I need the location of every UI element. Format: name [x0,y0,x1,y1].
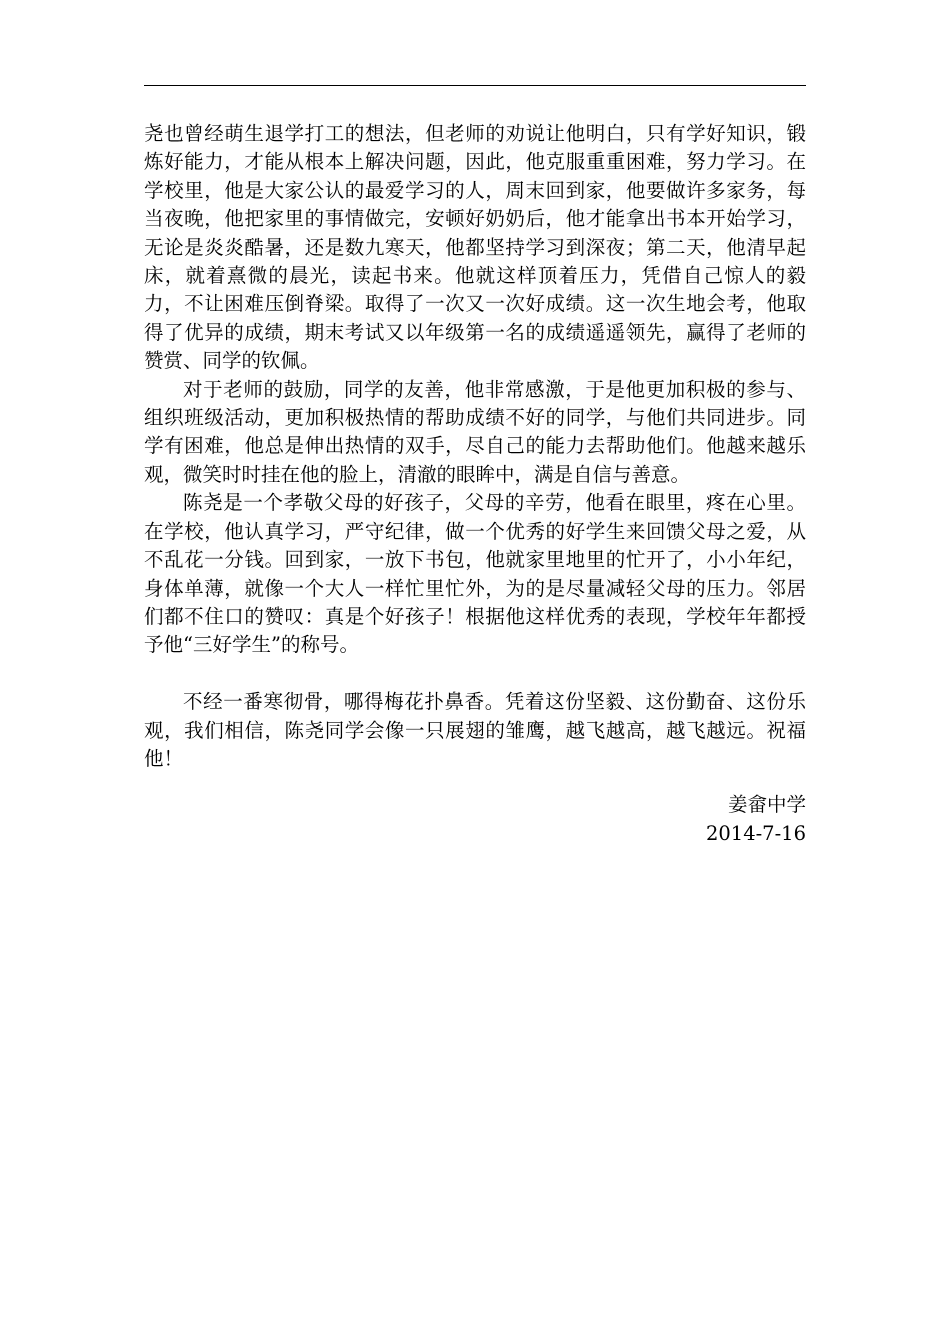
paragraph-filial: 陈尧是一个孝敬父母的好孩子，父母的辛劳，他看在眼里，疼在心里。在学校，他认真学习，严守纪律，做一个优秀的好学生来回馈父母之爱，从不乱花一分钱。回到家，一放下书包，他就家里地里的忙开了，小小年纪，身体单薄，就像一个大人一样忙里忙外，为的是尽量减轻父母的压力。邻居们都不住口的赞叹：真是个好孩子！根据他这样优秀的表现，学校年年都授予他“三好学生”的称号。 [144,491,806,657]
signature-school: 姜畲中学 [727,793,806,817]
paragraph-spacer [144,660,806,688]
paragraph-gratitude: 对于老师的鼓励，同学的友善，他非常感激，于是他更加积极的参与、组织班级活动，更加积极热情的帮助成绩不好的同学，与他们共同进步。同学有困难，他总是伸出热情的双手，尽自己的能力去帮助他们。他越来越乐观，微笑时时挂在他的脸上，清澈的眼眸中，满是自信与善意。 [144,377,806,486]
signature-spacer [144,773,806,791]
paragraph-closing: 不经一番寒彻骨，哪得梅花扑鼻香。凭着这份坚毅、这份勤奋、这份乐观，我们相信，陈尧同学会像一只展翅的雏鹰，越飞越高，越飞越远。祝福他！ [144,690,806,770]
document-body [144,120,806,848]
paragraph-continued: 尧也曾经萌生退学打工的想法，但老师的劝说让他明白，只有学好知识，锻炼好能力，才能从根本上解决问题，因此，他克服重重困难，努力学习。在学校里，他是大家公认的最爱学习的人，周末回到家，他要做许多家务，每当夜晚，他把家里的事情做完，安顿好奶奶后，他才能拿出书本开始学习，无论是炎炎酷暑，还是数九寒天，他都坚持学习到深夜；第二天，他清早起床，就着熹微的晨光，读起书来。他就这样顶着压力，凭借自己惊人的毅力，不让困难压倒脊梁。取得了一次又一次好成绩。这一次生地会考，他取得了优异的成绩，期末考试又以年级第一名的成绩遥遥领先，赢得了老师的赞赏、同学的钦佩。 [144,122,806,373]
signature-date: 2014-7-16 [705,821,806,845]
header-rule [144,85,806,86]
